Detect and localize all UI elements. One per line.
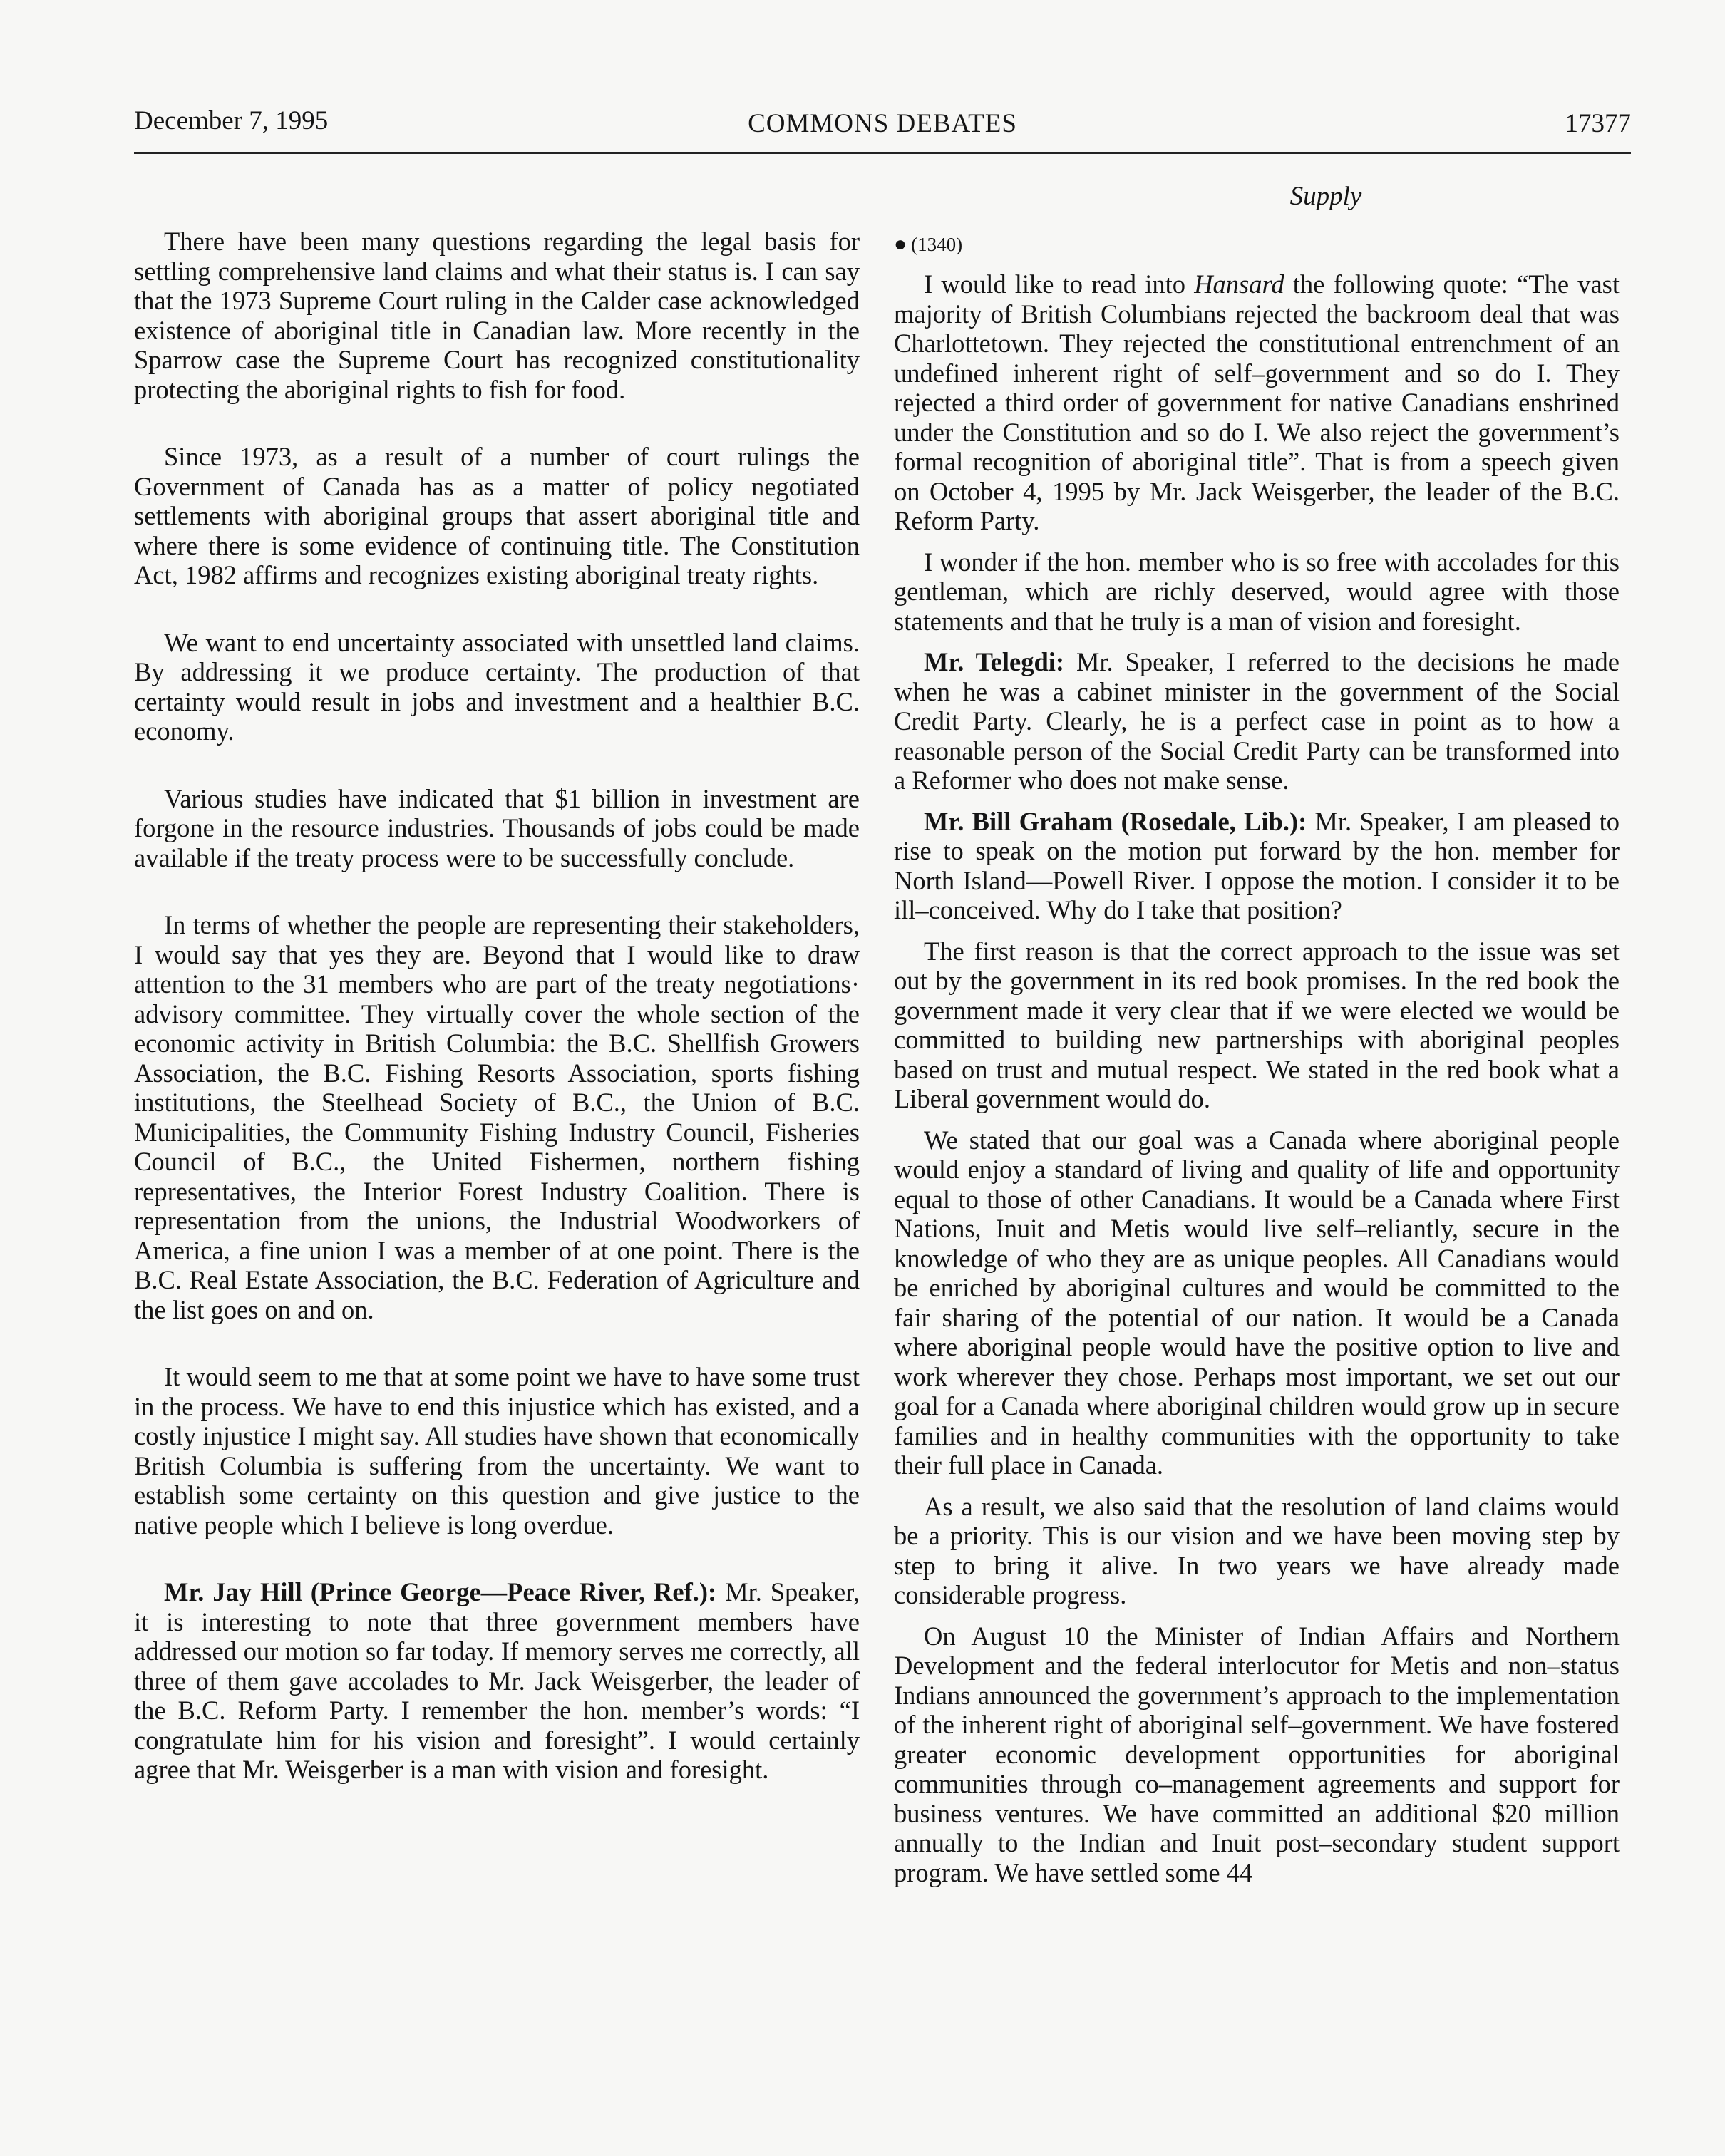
speech-paragraph: [894, 647, 1620, 795]
speech-text: Mr. Speaker, I am pleased to rise to speak on the motion put forward by the hon. member for North Island—Powell River. I oppose the motion. I consider it to be ill–conceived. Why do I take that position?: [894, 806, 1620, 924]
header-date: December 7, 1995: [134, 106, 329, 135]
right-column: [894, 234, 1620, 1899]
header-page-number: 17377: [1565, 109, 1631, 138]
paragraph: We stated that our goal was a Canada where aboriginal people would enjoy a standard of living and quality of life and opportunity equal to those of other Canadians. It would be a Canada where First Nations, Inuit and Metis would live self–reliantly, secure in the knowledge of who they are as unique peoples. All Canadians would be enriched by aboriginal cultures and would be committed to the fair sharing of the potential of our nation. It would be a Canada where aboriginal people would have the positive option to live and work wherever they chose. Perhaps most important, we set out our goal for a Canada where aboriginal children would grow up in secure families and in healthy communities with the opportunity to take their full place in Canada.: [894, 1125, 1620, 1480]
page-header: [134, 105, 1631, 148]
paragraph: [894, 269, 1620, 536]
speech-paragraph: [894, 807, 1620, 925]
paragraph: I wonder if the hon. member who is so free with accolades for this gentleman, which are richly deserved, would agree with those statements and that he truly is a man of vision and foresight.: [894, 547, 1620, 636]
paragraph: As a result, we also said that the resolution of land claims would be a priority. This is our vision and we have been moving step by step to bring it alive. In two years we have already made considerable progress.: [894, 1491, 1620, 1609]
paragraph: There have been many questions regarding the legal basis for settling comprehensive land claims and what their status is. I can say that the 1973 Supreme Court ruling in the Calder case acknowledged existence of aboriginal title in Canadian law. More recently in the Sparrow case the Supreme Court has recognized constitutionality protecting the aboriginal rights to fish for food.: [134, 227, 860, 404]
emphasis-text: Hansard: [1194, 269, 1284, 299]
paragraph: Various studies have indicated that $1 billion in investment are forgone in the resource industries. Thousands of jobs could be made available if the treaty process were to be successfully conclude.: [134, 783, 860, 872]
paragraph: It would seem to me that at some point we have to have some trust in the process. We have to end this injustice which has existed, and a costly injustice I might say. All studies have shown that economically British Columbia is suffering from the uncertainty. We want to establish some certainty on this question and give justice to the native people which I believe is long overdue.: [134, 1362, 860, 1539]
paragraph: In terms of whether the people are representing their stakeholders, I would say that yes they are. Beyond that I would like to draw attention to the 31 members who are part of the treaty negotiations· advisory committee. They virtually cover the whole section of the economic activity in British Columbia: the B.C. Shellfish Growers Association, the B.C. Fishing Resorts Association, sports fishing institutions, the Steelhead Society of B.C., the Union of B.C. Municipalities, the Community Fishing Industry Council, Fisheries Council of B.C., the United Fishermen, northern fishing representatives, the Interior Forest Industry Coalition. There is representation from the unions, the Industrial Woodworkers of America, a fine union I was a member of at one point. There is the B.C. Real Estate Association, the B.C. Federation of Agriculture and the list goes on and on.: [134, 910, 860, 1324]
bullet-icon: ●: [894, 232, 907, 256]
speaker-name: Mr. Telegdi:: [924, 647, 1065, 676]
speech-paragraph: [134, 1577, 860, 1785]
paragraph: We want to end uncertainty associated with unsettled land claims. By addressing it we produce certainty. The production of that certainty would result in jobs and investment and a healthier B.C. economy.: [134, 627, 860, 746]
time-stamp: [894, 234, 1620, 255]
paragraph: Since 1973, as a result of a number of court rulings the Government of Canada has as a matter of policy negotiated settlements with aboriginal groups that assert aboriginal title and where there is some evidence of continuing title. The Constitution Act, 1982 affirms and recognizes existing aboriginal treaty rights.: [134, 442, 860, 589]
speaker-name: Mr. Jay Hill (Prince George—Peace River, Ref.):: [164, 1577, 717, 1606]
paragraph: The first reason is that the correct approach to the issue was set out by the government in its red book promises. In the red book the government made it very clear that if we were elected we would be committed to building new partnerships with aboriginal peoples based on trust and mutual respect. We stated in the red book what a Liberal government would do.: [894, 936, 1620, 1113]
time-text: (1340): [911, 234, 963, 255]
speaker-name: Mr. Bill Graham (Rosedale, Lib.):: [924, 806, 1307, 836]
header-title: COMMONS DEBATES: [748, 109, 1017, 138]
text-run: I would like to read into: [924, 269, 1195, 299]
left-column: [134, 227, 860, 1822]
speech-text: Mr. Speaker, it is interesting to note that three government members have addressed our motion so far today. If memory serves me correctly, all three of them gave accolades to Mr. Jack Weisgerber, the leader of the B.C. Reform Party. I remember the hon. member’s words: “I congratulate him for his vision and foresight”. I would certainly agree that Mr. Weisgerber is a man with vision and foresight.: [134, 1577, 860, 1784]
speech-text: Mr. Speaker, I referred to the decisions he made when he was a cabinet minister in the government of the Social Credit Party. Clearly, he is a perfect case in point as to how a reasonable person of the Social Credit Party can be transformed into a Reformer who does not make sense.: [894, 647, 1620, 795]
text-run: the following quote: “The vast majority of British Columbians rejected the backroom deal that was Charlottetown. They rejected the constitutional entrenchment of an undefined inherent right of self–government and so do I. They rejected a third order of government for native Canadians enshrined under the Constitution and so do I. We also reject the government’s formal recognition of aboriginal title”. That is from a speech given on October 4, 1995 by Mr. Jack Weisgerber, the leader of the B.C. Reform Party.: [894, 269, 1620, 535]
section-title: Supply: [1289, 182, 1362, 211]
paragraph: On August 10 the Minister of Indian Affairs and Northern Development and the federal interlocutor for Metis and non–status Indians announced the government’s approach to the implementation of the inherent right of aboriginal self–government. We have fostered greater economic development opportunities for aboriginal communities through co–management agreements and support for business ventures. We have committed an additional $20 million annually to the Indian and Inuit post–secondary student support program. We have settled some 44: [894, 1621, 1620, 1887]
header-rule: [134, 152, 1631, 154]
